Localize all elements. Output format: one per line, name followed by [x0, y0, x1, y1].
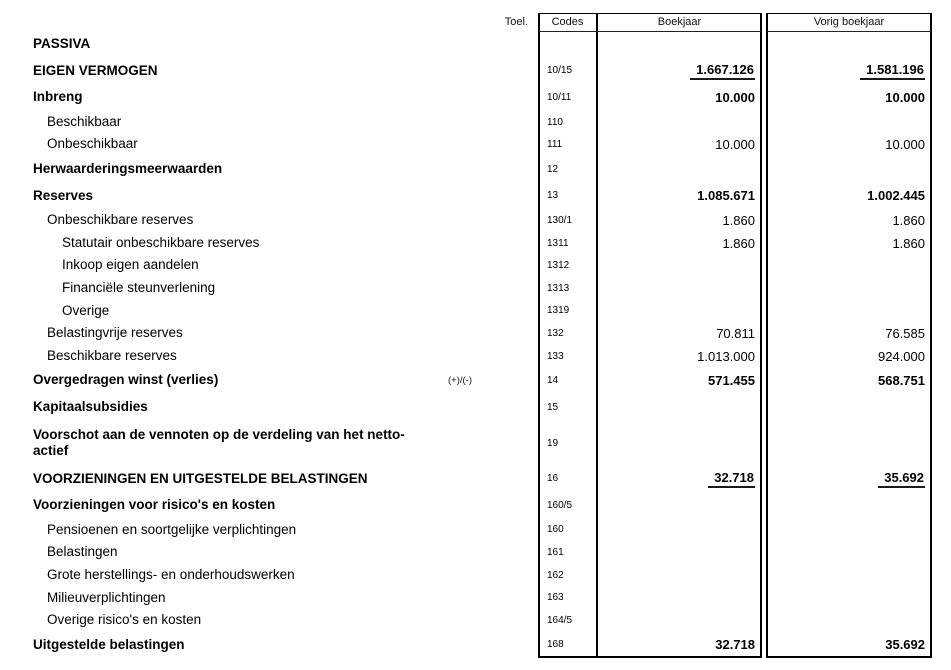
row-label: Financiële steunverlening	[62, 280, 216, 295]
row-code: 160/5	[547, 499, 573, 511]
amount-value: 1.013.000	[697, 348, 755, 364]
row-code: 16	[547, 473, 559, 485]
row-label: Onbeschikbare reserves	[47, 212, 194, 228]
row-label: Kapitaalsubsidies	[33, 398, 148, 414]
row-code: 19	[547, 437, 559, 449]
row-code: 14	[547, 375, 559, 387]
amount-value: 568.751	[878, 373, 925, 389]
row-label: Milieuverplichtingen	[47, 589, 166, 605]
amount-value: 1.860	[722, 212, 755, 228]
amount-value: 70.811	[716, 325, 755, 341]
table-row	[0, 492, 951, 519]
row-code: 13	[547, 190, 559, 202]
table-row	[0, 322, 951, 345]
row-code: 162	[547, 569, 564, 581]
row-code: 111	[547, 139, 563, 151]
row-code: 130/1	[547, 214, 573, 226]
row-label: Inkoop eigen aandelen	[62, 257, 199, 273]
row-previous-year-amount	[766, 637, 932, 652]
row-label: Uitgestelde belastingen	[33, 636, 185, 652]
table-row	[0, 133, 951, 156]
row-previous-year-amount	[766, 236, 932, 251]
column-header-toel: Toel.	[504, 16, 528, 28]
table-row	[0, 609, 951, 632]
table-row	[0, 586, 951, 609]
row-label: Beschikbare reserves	[47, 347, 177, 363]
row-label: Belastingen	[47, 544, 118, 560]
row-code: 161	[547, 547, 564, 559]
table-row	[0, 367, 951, 394]
table-row	[0, 466, 951, 493]
table-row	[0, 84, 951, 111]
row-label: Onbeschikbaar	[47, 136, 138, 152]
row-current-year-amount	[597, 373, 762, 388]
row-toel-note: (+)/(-)	[448, 375, 473, 387]
row-previous-year-amount	[766, 62, 932, 80]
table-row	[0, 300, 951, 323]
amount-value: 924.000	[878, 348, 925, 364]
amount-value: 10.000	[885, 89, 925, 105]
row-previous-year-amount	[766, 349, 932, 364]
amount-value: 571.455	[708, 373, 755, 389]
row-label: Reserves	[33, 187, 94, 203]
row-label: Overige	[62, 302, 110, 318]
row-code: 1312	[547, 260, 570, 272]
table-row	[0, 564, 951, 587]
column-header-boekjaar: Boekjaar	[657, 16, 702, 28]
row-label: Overige risico's en kosten	[47, 612, 202, 628]
table-row	[0, 519, 951, 542]
row-previous-year-amount	[766, 326, 932, 341]
amount-value: 1.860	[722, 235, 755, 251]
table-row	[0, 541, 951, 564]
row-code: 163	[547, 592, 564, 604]
row-label: Inbreng	[33, 89, 83, 105]
row-code: 12	[547, 163, 559, 175]
row-label: EIGEN VERMOGEN	[33, 62, 158, 78]
row-label: Statutair onbeschikbare reserves	[62, 234, 260, 250]
row-previous-year-amount	[766, 188, 932, 203]
row-label: PASSIVA	[33, 36, 91, 52]
row-current-year-amount	[597, 188, 762, 203]
row-current-year-amount	[597, 637, 762, 652]
row-label: Voorschot aan de vennoten op de verdeling van het netto-actief	[33, 426, 405, 458]
row-label: Herwaarderingsmeerwaarden	[33, 161, 223, 177]
table-row	[0, 31, 951, 58]
amount-value: 32.718	[708, 470, 755, 488]
amount-value: 1.860	[892, 212, 925, 228]
row-code: 1313	[547, 282, 570, 294]
amount-value: 1.860	[892, 235, 925, 251]
table-row	[0, 58, 951, 85]
row-label: Beschikbaar	[47, 113, 122, 129]
row-code: 1311	[547, 237, 569, 249]
row-current-year-amount	[597, 236, 762, 251]
column-header-codes: Codes	[551, 16, 584, 28]
table-row	[0, 232, 951, 255]
balance-sheet-rows	[0, 31, 951, 658]
table-row	[0, 421, 951, 466]
row-current-year-amount	[597, 90, 762, 105]
table-row	[0, 345, 951, 368]
row-code: 15	[547, 401, 559, 413]
row-previous-year-amount	[766, 470, 932, 488]
amount-value: 10.000	[715, 137, 755, 153]
row-code: 164/5	[547, 614, 573, 626]
row-current-year-amount	[597, 137, 762, 152]
amount-value: 1.085.671	[697, 188, 755, 204]
amount-value: 10.000	[885, 137, 925, 153]
row-current-year-amount	[597, 213, 762, 228]
table-row	[0, 394, 951, 421]
row-label: Overgedragen winst (verlies)	[33, 372, 219, 388]
table-row	[0, 254, 951, 277]
column-header-vorig-boekjaar: Vorig boekjaar	[813, 16, 885, 28]
amount-value: 1.002.445	[867, 188, 925, 204]
amount-value: 35.692	[878, 470, 925, 488]
amount-value: 1.581.196	[860, 62, 925, 80]
table-row	[0, 156, 951, 183]
row-label: Belastingvrije reserves	[47, 325, 183, 341]
row-code: 1319	[547, 305, 570, 317]
row-label: Voorzieningen voor risico's en kosten	[33, 497, 276, 513]
row-current-year-amount	[597, 470, 762, 488]
row-current-year-amount	[597, 326, 762, 341]
row-code: 132	[547, 327, 564, 339]
table-row	[0, 111, 951, 134]
row-code: 10/15	[547, 65, 573, 77]
row-previous-year-amount	[766, 373, 932, 388]
table-row	[0, 209, 951, 232]
row-label: VOORZIENINGEN EN UITGESTELDE BELASTINGEN	[33, 470, 368, 486]
amount-value: 32.718	[715, 637, 755, 653]
row-code: 133	[547, 350, 564, 362]
row-code: 160	[547, 524, 564, 536]
row-previous-year-amount	[766, 90, 932, 105]
amount-value: 1.667.126	[690, 62, 755, 80]
table-row	[0, 277, 951, 300]
amount-value: 10.000	[715, 89, 755, 105]
row-current-year-amount	[597, 62, 762, 80]
amount-value: 76.585	[885, 325, 925, 341]
table-row	[0, 183, 951, 210]
table-row	[0, 632, 951, 659]
row-previous-year-amount	[766, 213, 932, 228]
row-previous-year-amount	[766, 137, 932, 152]
row-code: 10/11	[547, 91, 572, 103]
row-current-year-amount	[597, 349, 762, 364]
row-label: Grote herstellings- en onderhoudswerken	[47, 566, 295, 582]
row-code: 110	[547, 116, 563, 128]
amount-value: 35.692	[885, 637, 925, 653]
row-label: Pensioenen en soortgelijke verplichtingen	[47, 521, 297, 537]
row-code: 168	[547, 639, 564, 651]
